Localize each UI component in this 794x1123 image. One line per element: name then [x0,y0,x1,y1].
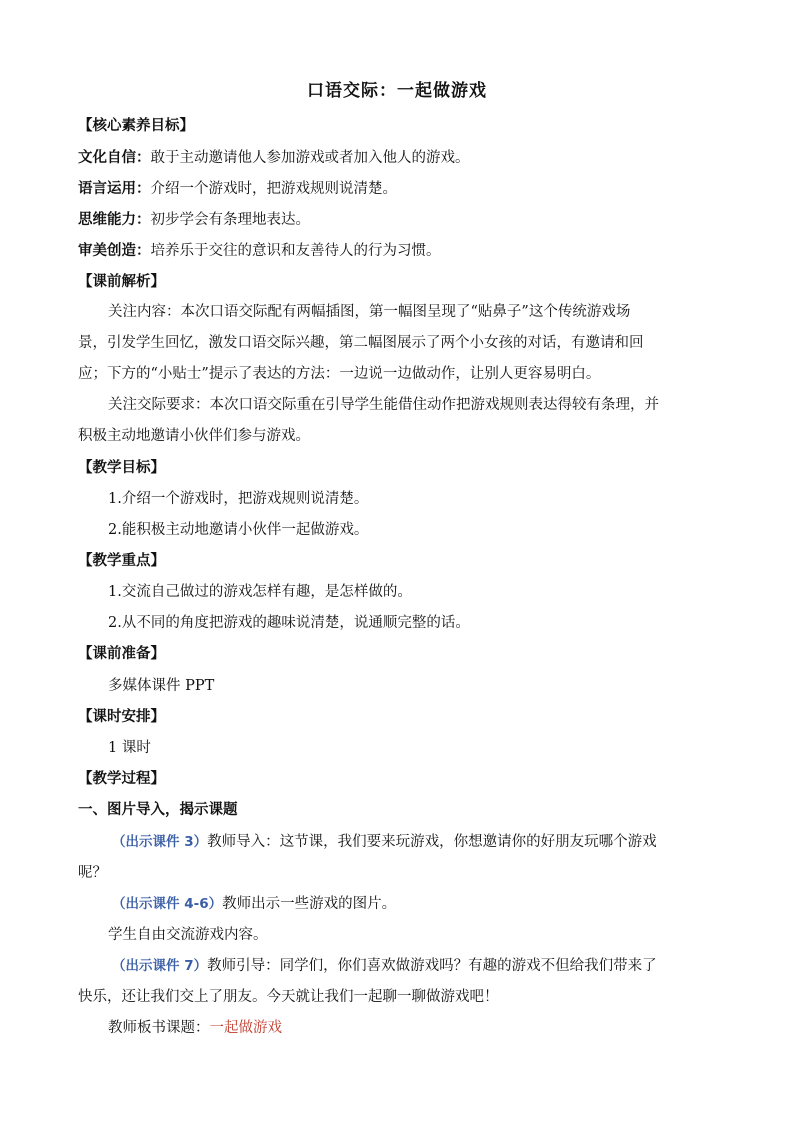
core-goal-item [78,179,718,199]
preparation-text: 多媒体课件 PPT [108,678,215,694]
core-goal-item [78,241,718,261]
courseware-tag: （出示课件 7） [112,958,208,974]
key-points-heading: 【教学重点】 [78,553,165,569]
core-goal-text: 初步学会有条理地表达。 [150,212,310,228]
core-goal-label: 思维能力： [78,212,151,228]
process-heading: 【教学过程】 [78,771,165,787]
process-paragraph [112,956,752,976]
process-paragraph [112,894,752,914]
section-title: 一、图片导入，揭示课题 [78,802,238,818]
process-paragraph [108,1018,748,1038]
core-goal-label: 语言运用： [78,181,151,197]
analysis-heading: 【课前解析】 [78,274,165,290]
core-goal-text: 敢于主动邀请他人参加游戏或者加入他人的游戏。 [150,150,470,166]
core-goal-item [78,210,718,230]
teaching-goals-heading: 【教学目标】 [78,460,165,476]
core-goal-text: 培养乐于交往的意识和友善待人的行为习惯。 [150,243,441,259]
analysis-line: 关注交际要求：本次口语交际重在引导学生能借住动作把游戏规则表达得较有条理，并 [108,397,659,413]
core-goal-label: 审美创造： [78,243,151,259]
core-goal-text: 介绍一个游戏时，把游戏规则说清楚。 [150,181,397,197]
core-goals-heading: 【核心素养目标】 [78,118,194,134]
process-paragraph [112,832,752,852]
teaching-goal-item: 1.介绍一个游戏时，把游戏规则说清楚。 [108,491,369,507]
board-title: 一起做游戏 [209,1020,282,1036]
page-title: 口语交际：一起做游戏 [307,81,487,101]
paragraph-continuation: 快乐，还让我们交上了朋友。今天就让我们一起聊一聊做游戏吧！ [78,989,499,1005]
schedule-heading: 【课时安排】 [78,709,165,725]
key-point-item: 2.从不同的角度把游戏的趣味说清楚，说通顺完整的话。 [108,615,470,631]
paragraph-text: 教师引导：同学们，你们喜欢做游戏吗？有趣的游戏不但给我们带来了 [207,958,657,974]
courseware-tag: （出示课件 4-6） [112,896,223,912]
teaching-goal-item: 2.能积极主动地邀请小伙伴一起做游戏。 [108,522,369,538]
core-goal-label: 文化自信： [78,150,151,166]
core-goal-item [78,148,718,168]
process-paragraph: 学生自由交流游戏内容。 [108,927,268,943]
analysis-line: 应；下方的“小贴士”提示了表达的方法：一边说一边做动作，让别人更容易明白。 [78,366,601,382]
schedule-text: 1 课时 [108,740,151,756]
paragraph-continuation: 呢？ [78,865,107,881]
courseware-tag: （出示课件 3） [112,834,208,850]
paragraph-text: 教师导入：这节课，我们要来玩游戏，你想邀请你的好朋友玩哪个游戏 [207,834,657,850]
key-point-item: 1.交流自己做过的游戏怎样有趣，是怎样做的。 [108,584,412,600]
analysis-line: 关注内容：本次口语交际配有两幅插图，第一幅图呈现了“贴鼻子”这个传统游戏场 [108,304,631,320]
analysis-line: 景，引发学生回忆，激发口语交际兴趣，第二幅图展示了两个小女孩的对话，有邀请和回 [78,335,644,351]
analysis-line: 积极主动地邀请小伙伴们参与游戏。 [78,428,310,444]
paragraph-text: 教师出示一些游戏的图片。 [222,896,397,912]
board-label: 教师板书课题： [108,1020,210,1036]
preparation-heading: 【课前准备】 [78,646,165,662]
